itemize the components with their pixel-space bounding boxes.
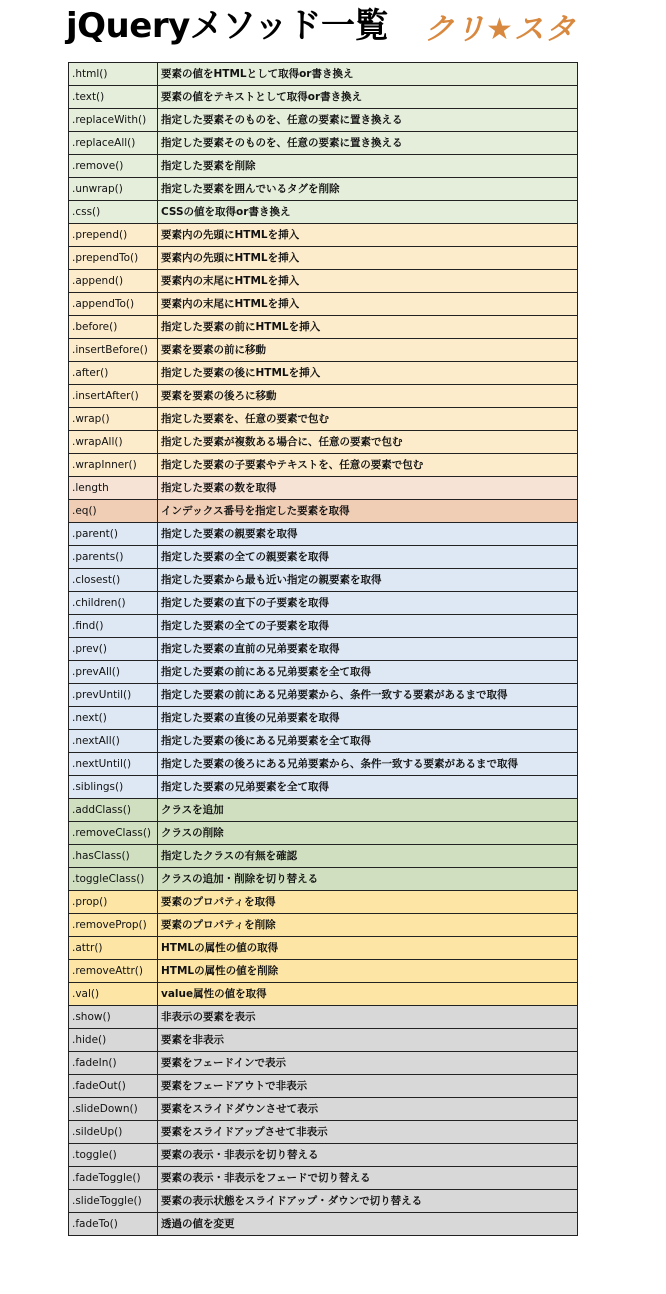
method-name: .sildeUp() (69, 1121, 158, 1144)
method-name: .toggle() (69, 1144, 158, 1167)
method-description: 指定したクラスの有無を確認 (158, 845, 578, 868)
table-row (69, 523, 578, 546)
table-row (69, 868, 578, 891)
method-description: 指定した要素そのものを、任意の要素に置き換える (158, 109, 578, 132)
table-row (69, 753, 578, 776)
method-name: .siblings() (69, 776, 158, 799)
method-description: value属性の値を取得 (158, 983, 578, 1006)
site-logo: クリ★スタ (424, 12, 576, 47)
table-row (69, 1144, 578, 1167)
method-name: .before() (69, 316, 158, 339)
table-row (69, 316, 578, 339)
method-name: .removeClass() (69, 822, 158, 845)
method-description: 指定した要素の前にある兄弟要素を全て取得 (158, 661, 578, 684)
table-row (69, 132, 578, 155)
table-row (69, 983, 578, 1006)
table-row (69, 477, 578, 500)
method-description: 要素の表示・非表示をフェードで切り替える (158, 1167, 578, 1190)
method-name: .nextUntil() (69, 753, 158, 776)
table-row (69, 684, 578, 707)
method-name: .fadeIn() (69, 1052, 158, 1075)
method-description: 要素を要素の後ろに移動 (158, 385, 578, 408)
table-row (69, 293, 578, 316)
table-row (69, 914, 578, 937)
table-row (69, 270, 578, 293)
method-name: .prev() (69, 638, 158, 661)
method-name: .prop() (69, 891, 158, 914)
method-description: クラスの追加・削除を切り替える (158, 868, 578, 891)
method-name: .hasClass() (69, 845, 158, 868)
method-name: .removeProp() (69, 914, 158, 937)
method-description: HTMLの属性の値を削除 (158, 960, 578, 983)
method-name: .wrapInner() (69, 454, 158, 477)
table-row (69, 822, 578, 845)
method-description: 指定した要素の全ての親要素を取得 (158, 546, 578, 569)
method-description: クラスを追加 (158, 799, 578, 822)
method-description: 指定した要素を、任意の要素で包む (158, 408, 578, 431)
method-description: 要素を非表示 (158, 1029, 578, 1052)
method-description: 要素の値をテキストとして取得or書き換え (158, 86, 578, 109)
method-name: .replaceAll() (69, 132, 158, 155)
method-name: .hide() (69, 1029, 158, 1052)
table-row (69, 546, 578, 569)
table-row (69, 454, 578, 477)
table-row (69, 431, 578, 454)
method-description: 指定した要素の直前の兄弟要素を取得 (158, 638, 578, 661)
method-description: 要素内の先頭にHTMLを挿入 (158, 247, 578, 270)
method-name: .prepend() (69, 224, 158, 247)
method-name: .replaceWith() (69, 109, 158, 132)
method-description: CSSの値を取得or書き換え (158, 201, 578, 224)
table-row (69, 247, 578, 270)
method-name: .fadeOut() (69, 1075, 158, 1098)
method-description: 要素の表示・非表示を切り替える (158, 1144, 578, 1167)
page-header (66, 2, 576, 50)
method-name: .slideToggle() (69, 1190, 158, 1213)
table-row (69, 1190, 578, 1213)
method-name: .length (69, 477, 158, 500)
table-row (69, 615, 578, 638)
method-name: .prependTo() (69, 247, 158, 270)
table-row (69, 500, 578, 523)
method-name: .html() (69, 63, 158, 86)
table-row (69, 776, 578, 799)
method-name: .parent() (69, 523, 158, 546)
method-name: .attr() (69, 937, 158, 960)
method-name: .parents() (69, 546, 158, 569)
table-row (69, 1006, 578, 1029)
table-row (69, 201, 578, 224)
method-description: 指定した要素が複数ある場合に、任意の要素で包む (158, 431, 578, 454)
method-description: 指定した要素を削除 (158, 155, 578, 178)
method-description: 指定した要素の子要素やテキストを、任意の要素で包む (158, 454, 578, 477)
method-description: 指定した要素から最も近い指定の親要素を取得 (158, 569, 578, 592)
method-description: 要素の値をHTMLとして取得or書き換え (158, 63, 578, 86)
table-row (69, 86, 578, 109)
table-row (69, 155, 578, 178)
method-name: .show() (69, 1006, 158, 1029)
method-table-body (69, 63, 578, 1236)
table-row (69, 1052, 578, 1075)
method-name: .nextAll() (69, 730, 158, 753)
table-row (69, 63, 578, 86)
method-name: .find() (69, 615, 158, 638)
table-row (69, 1121, 578, 1144)
table-row (69, 1029, 578, 1052)
table-row (69, 661, 578, 684)
method-name: .val() (69, 983, 158, 1006)
method-description: 指定した要素の親要素を取得 (158, 523, 578, 546)
method-description: 要素をスライドアップさせて非表示 (158, 1121, 578, 1144)
table-row (69, 339, 578, 362)
table-row (69, 891, 578, 914)
method-description: 指定した要素を囲んでいるタグを削除 (158, 178, 578, 201)
method-name: .prevUntil() (69, 684, 158, 707)
method-name: .insertAfter() (69, 385, 158, 408)
table-row (69, 730, 578, 753)
method-description: 要素のプロパティを取得 (158, 891, 578, 914)
method-description: 指定した要素の後ろにある兄弟要素から、条件一致する要素があるまで取得 (158, 753, 578, 776)
method-description: 指定した要素の前にある兄弟要素から、条件一致する要素があるまで取得 (158, 684, 578, 707)
method-description: 要素をフェードインで表示 (158, 1052, 578, 1075)
table-row (69, 1167, 578, 1190)
method-name: .remove() (69, 155, 158, 178)
method-name: .unwrap() (69, 178, 158, 201)
method-description: 要素をスライドダウンさせて表示 (158, 1098, 578, 1121)
method-description: 要素内の末尾にHTMLを挿入 (158, 293, 578, 316)
table-row (69, 224, 578, 247)
method-description: 要素内の末尾にHTMLを挿入 (158, 270, 578, 293)
method-name: .insertBefore() (69, 339, 158, 362)
table-row (69, 178, 578, 201)
method-name: .css() (69, 201, 158, 224)
method-name: .closest() (69, 569, 158, 592)
page-title: jQueryメソッド一覧 (66, 6, 389, 46)
method-description: 要素のプロパティを削除 (158, 914, 578, 937)
table-row (69, 1098, 578, 1121)
table-row (69, 1213, 578, 1236)
method-description: 指定した要素の直下の子要素を取得 (158, 592, 578, 615)
table-row (69, 799, 578, 822)
method-description: 指定した要素の兄弟要素を全て取得 (158, 776, 578, 799)
method-description: 指定した要素の数を取得 (158, 477, 578, 500)
method-name: .toggleClass() (69, 868, 158, 891)
method-name: .eq() (69, 500, 158, 523)
method-description: クラスの削除 (158, 822, 578, 845)
method-name: .slideDown() (69, 1098, 158, 1121)
method-description: 指定した要素の直後の兄弟要素を取得 (158, 707, 578, 730)
method-description: 指定した要素の前にHTMLを挿入 (158, 316, 578, 339)
method-name: .wrap() (69, 408, 158, 431)
table-row (69, 569, 578, 592)
method-name: .after() (69, 362, 158, 385)
method-name: .appendTo() (69, 293, 158, 316)
method-name: .wrapAll() (69, 431, 158, 454)
method-name: .text() (69, 86, 158, 109)
method-name: .fadeToggle() (69, 1167, 158, 1190)
table-row (69, 960, 578, 983)
method-description: HTMLの属性の値の取得 (158, 937, 578, 960)
table-row (69, 385, 578, 408)
method-description: 指定した要素の後にHTMLを挿入 (158, 362, 578, 385)
method-name: .removeAttr() (69, 960, 158, 983)
table-row (69, 845, 578, 868)
method-name: .prevAll() (69, 661, 158, 684)
table-row (69, 1075, 578, 1098)
table-row (69, 707, 578, 730)
table-row (69, 638, 578, 661)
method-description: 指定した要素の後にある兄弟要素を全て取得 (158, 730, 578, 753)
method-description: 要素内の先頭にHTMLを挿入 (158, 224, 578, 247)
method-name: .next() (69, 707, 158, 730)
method-name: .children() (69, 592, 158, 615)
table-row (69, 408, 578, 431)
method-description: 要素をフェードアウトで非表示 (158, 1075, 578, 1098)
method-name: .append() (69, 270, 158, 293)
method-table (68, 62, 578, 1236)
method-description: 要素の表示状態をスライドアップ・ダウンで切り替える (158, 1190, 578, 1213)
table-row (69, 362, 578, 385)
method-name: .addClass() (69, 799, 158, 822)
table-row (69, 937, 578, 960)
method-description: 非表示の要素を表示 (158, 1006, 578, 1029)
method-description: 指定した要素の全ての子要素を取得 (158, 615, 578, 638)
method-name: .fadeTo() (69, 1213, 158, 1236)
table-row (69, 109, 578, 132)
method-description: 透過の値を変更 (158, 1213, 578, 1236)
method-description: 要素を要素の前に移動 (158, 339, 578, 362)
method-description: 指定した要素そのものを、任意の要素に置き換える (158, 132, 578, 155)
method-description: インデックス番号を指定した要素を取得 (158, 500, 578, 523)
table-row (69, 592, 578, 615)
